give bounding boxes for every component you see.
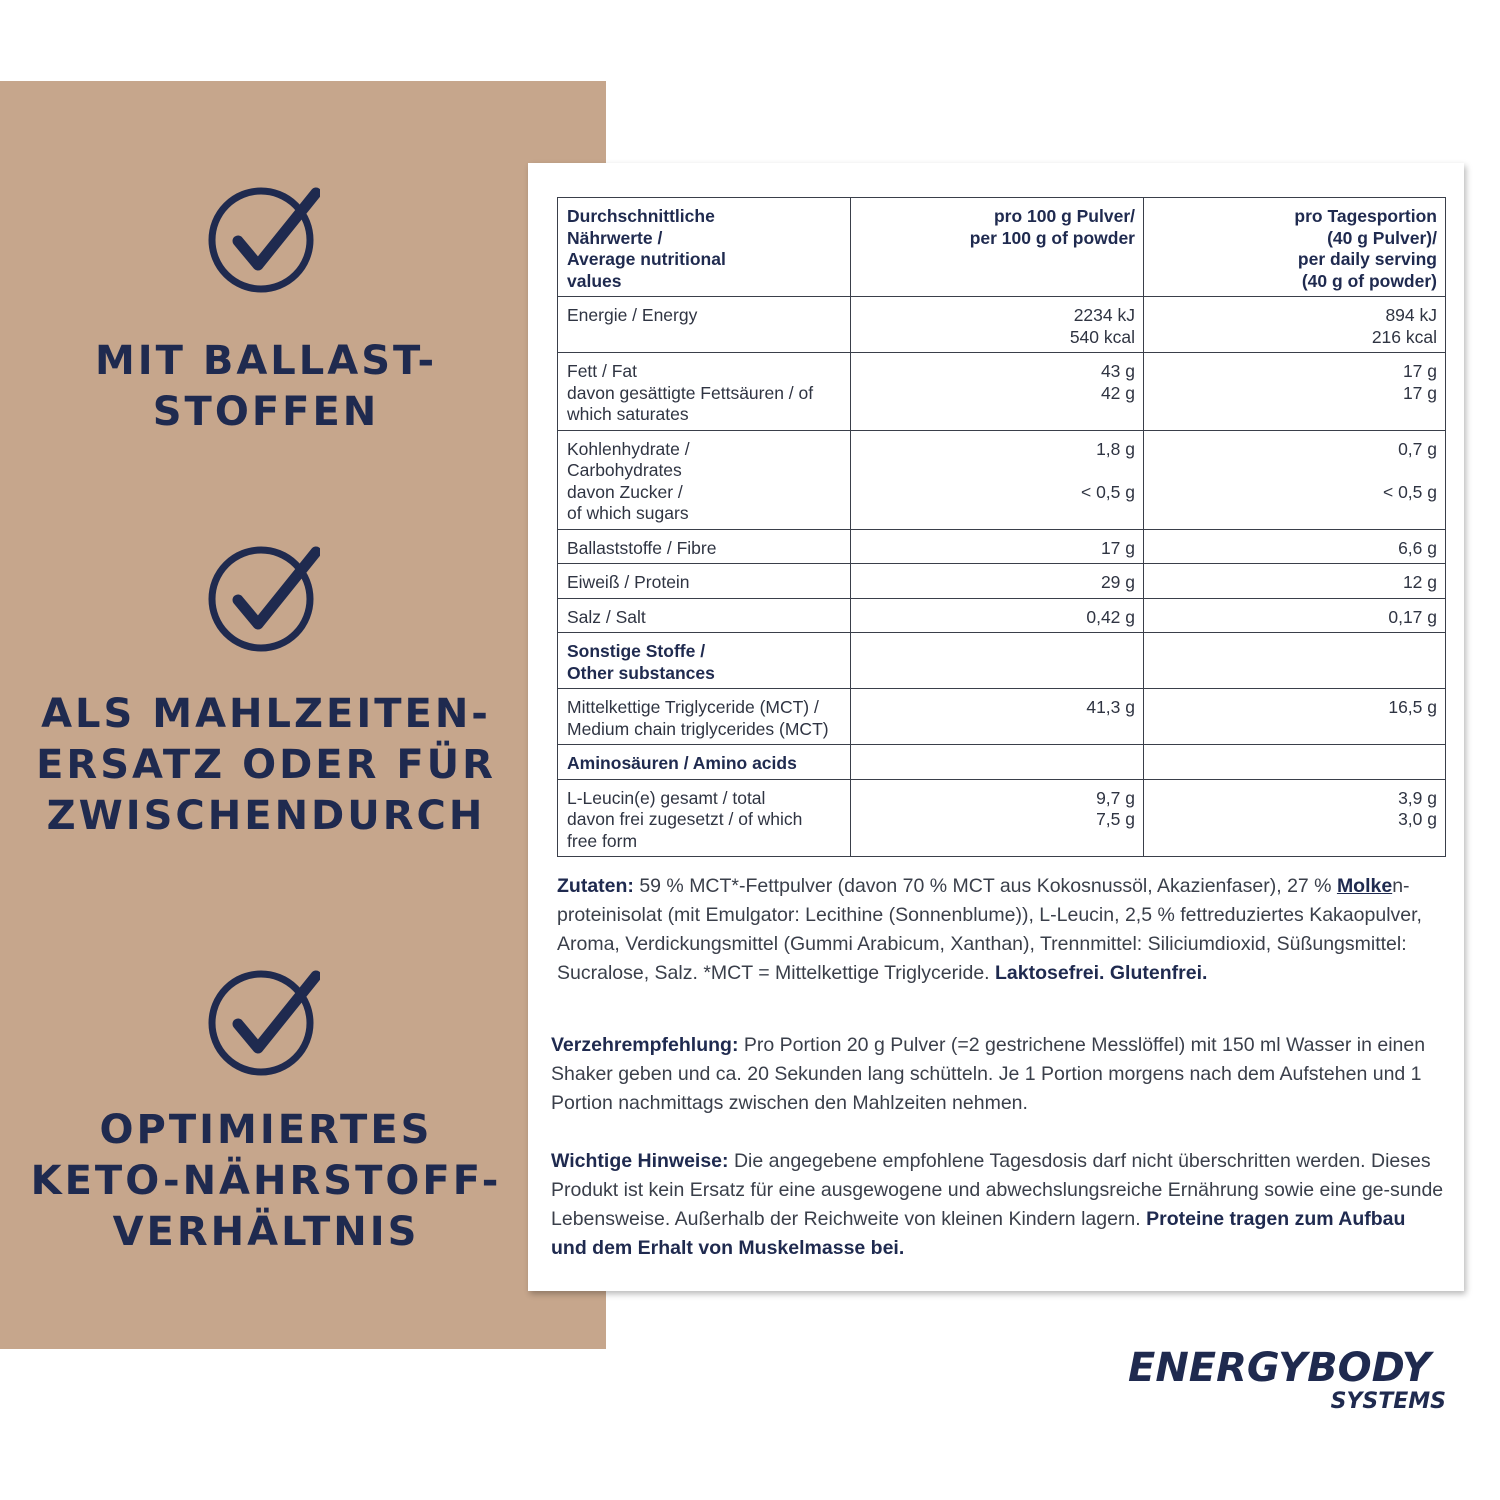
row-label: Salz / Salt: [558, 598, 851, 633]
nutrition-card: [528, 163, 1464, 1291]
table-row: [558, 430, 1446, 529]
ingredients-claims: Laktosefrei. Glutenfrei.: [995, 962, 1208, 984]
table-row: [558, 529, 1446, 564]
row-value-100g: 9,7 g 7,5 g: [851, 779, 1144, 857]
table-row: [558, 564, 1446, 599]
row-label: Mittelkettige Triglyceride (MCT) / Medium chain triglycerides (MCT): [558, 689, 851, 745]
feature-text-meal: [0, 689, 532, 842]
header-nutrient: Durchschnittliche Nährwerte / Average nutritional values: [558, 198, 851, 297]
row-value-serving: 6,6 g: [1144, 529, 1446, 564]
table-header-row: [558, 198, 1446, 297]
feature-text-keto: [0, 1105, 532, 1258]
allergen-highlight: Molke: [1336, 875, 1393, 897]
logo-subline: SYSTEMS: [1330, 1389, 1446, 1414]
table-section-row: [558, 633, 1446, 689]
table-row: [558, 297, 1446, 353]
row-value-100g: 41,3 g: [851, 689, 1144, 745]
ingredients-label: Zutaten:: [557, 875, 634, 897]
logo-wordmark: ENERGYBODY: [1128, 1345, 1431, 1391]
row-value-serving: 12 g: [1144, 564, 1446, 599]
recommendation-text: [551, 1031, 1444, 1118]
row-label: L-Leucin(e) gesamt / total davon frei zugesetzt / of which free form: [558, 779, 851, 857]
row-value-serving: 16,5 g: [1144, 689, 1446, 745]
feature-line: MIT BALLAST-: [94, 338, 438, 384]
ingredients-body: 59 % MCT*-Fettpulver (davon 70 % MCT aus Kokosnussöl, Akazienfaser), 27 %: [633, 875, 1337, 897]
recommendation-label: Verzehrempfehlung:: [551, 1034, 739, 1056]
feature-line: ZWISCHENDURCH: [46, 793, 486, 839]
check-circle-icon: [208, 183, 320, 295]
empty-cell: [851, 633, 1144, 689]
row-label: Kohlenhydrate / Carbohydrates davon Zucker / of which sugars: [558, 430, 851, 529]
row-value-serving: 894 kJ 216 kcal: [1144, 297, 1446, 353]
notes-text: [551, 1147, 1444, 1263]
row-value-100g: 1,8 g < 0,5 g: [851, 430, 1144, 529]
check-circle-icon: [208, 966, 320, 1078]
empty-cell: [1144, 633, 1446, 689]
row-value-100g: 2234 kJ 540 kcal: [851, 297, 1144, 353]
empty-cell: [851, 745, 1144, 780]
brand-logo: [1128, 1346, 1468, 1414]
ingredients-text: [557, 872, 1450, 988]
row-label: Fett / Fat davon gesättigte Fettsäuren / of which saturates: [558, 353, 851, 431]
row-value-100g: 29 g: [851, 564, 1144, 599]
notes-claim: Proteine tragen zum Aufbau und dem Erhalt von Muskelmasse bei.: [551, 1208, 1406, 1259]
recommendation-body: Pro Portion 20 g Pulver (=2 gestrichene Messlöffel) mit 150 ml Wasser in einen Shaker geben und ca. 20 Sekunden lang schütteln. Je 1 Portion morgens nach dem Aufstehen und 1 Portion nachmittags zwischen den Mahlzeiten nehmen.: [551, 1034, 1426, 1114]
feature-line: OPTIMIERTES: [99, 1107, 433, 1153]
row-value-100g: 0,42 g: [851, 598, 1144, 633]
row-value-100g: 17 g: [851, 529, 1144, 564]
row-label: Energie / Energy: [558, 297, 851, 353]
check-circle-icon: [208, 542, 320, 654]
table-row: [558, 779, 1446, 857]
ingredients-body: n-proteinisolat (mit Emulgator: Lecithine (Sonnenblume)), L-Leucin, 2,5 % fettreduziertes Kakaopulver, Aroma, Verdickungsmittel (Gummi Arabicum, Xanthan), Trennmittel: Siliciumdioxid, Süßungsmittel: Sucralose, Salz. *MCT = Mittelkettige Triglyceride.: [557, 875, 1422, 984]
table-row: [558, 353, 1446, 431]
feature-line: STOFFEN: [152, 389, 380, 435]
section-label: Sonstige Stoffe / Other substances: [558, 633, 851, 689]
notes-label: Wichtige Hinweise:: [551, 1150, 729, 1172]
row-label: Eiweiß / Protein: [558, 564, 851, 599]
row-value-serving: 17 g 17 g: [1144, 353, 1446, 431]
feature-text-fibre: [0, 336, 532, 438]
section-label: Aminosäuren / Amino acids: [558, 745, 851, 780]
empty-cell: [1144, 745, 1446, 780]
notes-body: Die angegebene empfohlene Tagesdosis darf nicht überschritten werden. Dieses Produkt ist kein Ersatz für eine ausgewogene und abwechslungsreiche Ernährung sowie eine ge-sunde Lebensweise. Außerhalb der Reichweite von kleinen Kindern lagern.: [551, 1150, 1444, 1230]
feature-line: VERHÄLTNIS: [112, 1209, 420, 1255]
nutrition-table: [557, 197, 1446, 857]
table-row: [558, 689, 1446, 745]
row-value-100g: 43 g 42 g: [851, 353, 1144, 431]
feature-line: ALS MAHLZEITEN-: [41, 691, 491, 737]
row-value-serving: 3,9 g 3,0 g: [1144, 779, 1446, 857]
header-per-serving: pro Tagesportion (40 g Pulver)/ per daily serving (40 g of powder): [1144, 198, 1446, 297]
row-value-serving: 0,7 g < 0,5 g: [1144, 430, 1446, 529]
table-section-row: [558, 745, 1446, 780]
feature-line: ERSATZ ODER FÜR: [36, 742, 496, 788]
feature-line: KETO-NÄHRSTOFF-: [30, 1158, 502, 1204]
table-row: [558, 598, 1446, 633]
row-label: Ballaststoffe / Fibre: [558, 529, 851, 564]
header-per-100g: pro 100 g Pulver/ per 100 g of powder: [851, 198, 1144, 297]
row-value-serving: 0,17 g: [1144, 598, 1446, 633]
